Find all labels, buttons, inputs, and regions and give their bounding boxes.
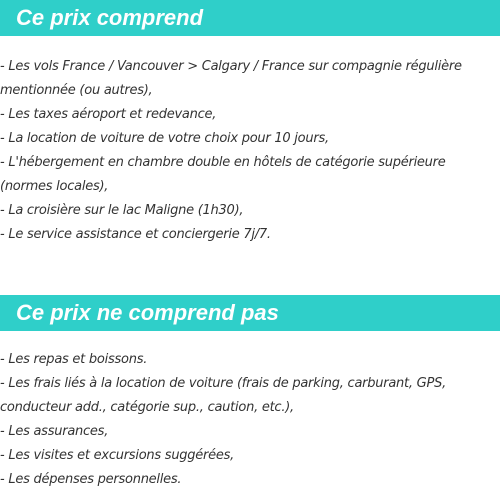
excluded-item: - Les frais liés à la location de voiture (frais de parking, carburant, GPS, conducteur add., catégorie sup., caution, etc.), [0,376,446,415]
included-items-list [0,55,500,247]
included-item: - Le service assistance et conciergerie 7j/7. [0,227,271,242]
included-item: - La location de voiture de votre choix pour 10 jours, [0,131,329,146]
included-item: - Les taxes aéroport et redevance, [0,107,217,122]
excluded-item: - Les assurances, [0,424,109,439]
included-item: - La croisière sur le lac Maligne (1h30), [0,203,244,218]
excluded-item: - Les repas et boissons. [0,352,148,367]
excluded-item: - Les visites et excursions suggérées, [0,448,235,463]
included-section-title: Ce prix comprend [16,5,204,30]
excluded-item: - Les dépenses personnelles. [0,472,182,487]
included-item: - L'hébergement en chambre double en hôtels de catégorie supérieure (normes locales), [0,155,446,194]
excluded-items-list [0,348,500,492]
included-item: - Les vols France / Vancouver > Calgary / France sur compagnie régulière mentionnée (ou autres), [0,59,462,98]
included-section-header [0,0,500,36]
excluded-section-header [0,295,500,331]
excluded-section-title: Ce prix ne comprend pas [16,300,279,325]
